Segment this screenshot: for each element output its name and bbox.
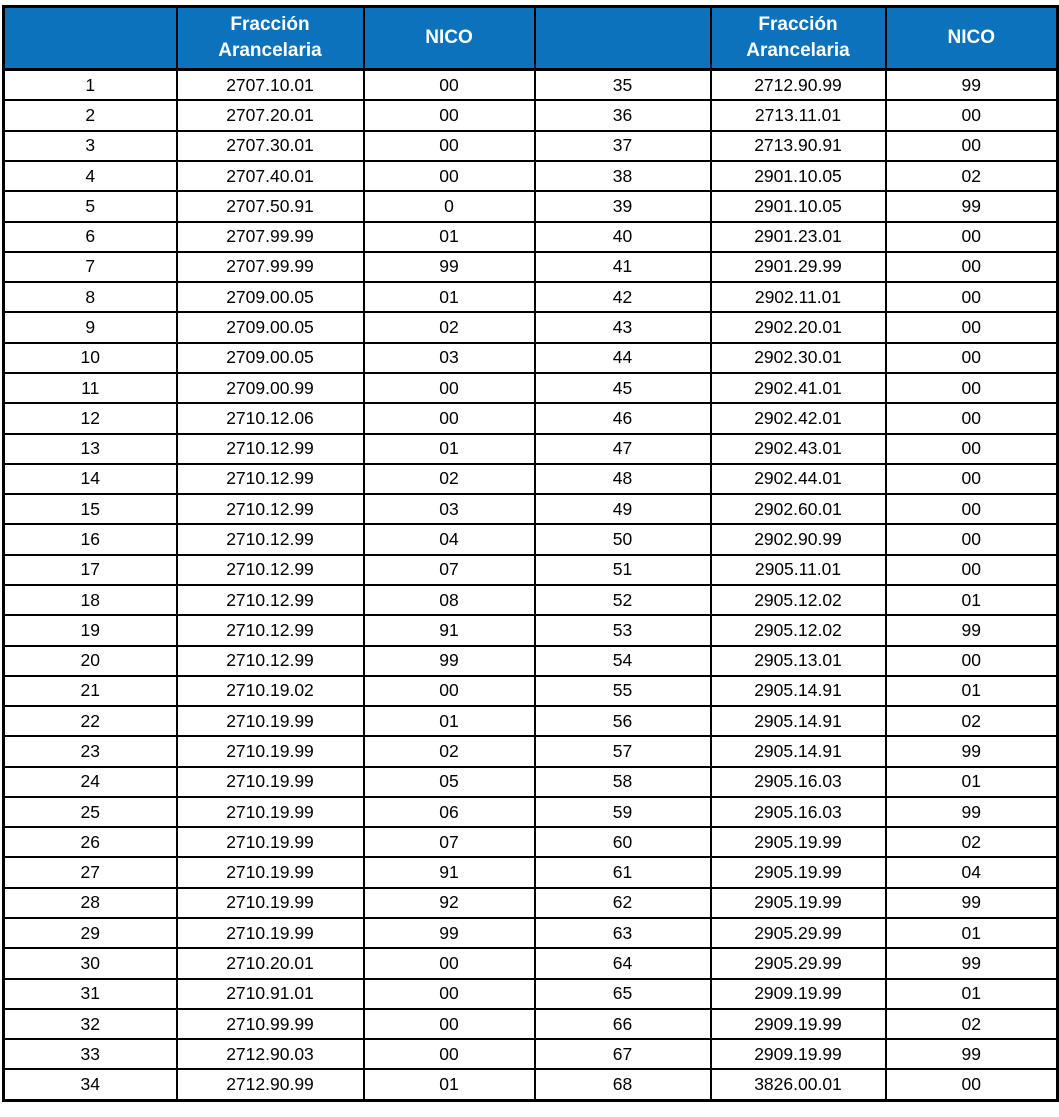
nico-right: 00 bbox=[886, 100, 1058, 130]
table-row bbox=[4, 615, 1058, 645]
fraccion-arancelaria-right: 2909.19.99 bbox=[711, 979, 886, 1009]
fraccion-arancelaria-left: 2710.19.99 bbox=[177, 857, 364, 887]
fraccion-arancelaria-right: 2902.30.01 bbox=[711, 343, 886, 373]
fraccion-arancelaria-right: 2901.10.05 bbox=[711, 161, 886, 191]
table-row bbox=[4, 70, 1058, 101]
nico-left: 02 bbox=[364, 736, 535, 766]
nico-left: 06 bbox=[364, 797, 535, 827]
fraccion-arancelaria-right: 2905.16.03 bbox=[711, 797, 886, 827]
table-body bbox=[4, 70, 1058, 1101]
nico-left: 92 bbox=[364, 888, 535, 918]
nico-left: 01 bbox=[364, 706, 535, 736]
row-number-left: 33 bbox=[4, 1039, 177, 1069]
nico-left: 01 bbox=[364, 282, 535, 312]
row-number-right: 66 bbox=[535, 1009, 711, 1039]
nico-right: 02 bbox=[886, 1009, 1058, 1039]
table-row bbox=[4, 948, 1058, 978]
row-number-left: 2 bbox=[4, 100, 177, 130]
nico-right: 02 bbox=[886, 161, 1058, 191]
nico-left: 00 bbox=[364, 100, 535, 130]
nico-right: 99 bbox=[886, 736, 1058, 766]
fraccion-arancelaria-left: 2707.30.01 bbox=[177, 131, 364, 161]
row-number-left: 7 bbox=[4, 252, 177, 282]
row-number-right: 47 bbox=[535, 434, 711, 464]
fraccion-arancelaria-left: 2710.12.99 bbox=[177, 494, 364, 524]
row-number-left: 15 bbox=[4, 494, 177, 524]
table-row bbox=[4, 464, 1058, 494]
row-number-right: 48 bbox=[535, 464, 711, 494]
row-number-left: 32 bbox=[4, 1009, 177, 1039]
fraccion-arancelaria-left: 2707.99.99 bbox=[177, 252, 364, 282]
header-row bbox=[4, 7, 1058, 70]
table-row bbox=[4, 131, 1058, 161]
fraccion-arancelaria-left: 2710.19.99 bbox=[177, 827, 364, 857]
nico-right: 02 bbox=[886, 827, 1058, 857]
table-row bbox=[4, 494, 1058, 524]
nico-left: 03 bbox=[364, 494, 535, 524]
row-number-left: 8 bbox=[4, 282, 177, 312]
fraccion-arancelaria-left: 2710.12.99 bbox=[177, 585, 364, 615]
row-number-left: 10 bbox=[4, 343, 177, 373]
row-number-left: 29 bbox=[4, 918, 177, 948]
nico-left: 01 bbox=[364, 1069, 535, 1100]
nico-right: 00 bbox=[886, 343, 1058, 373]
nico-left: 00 bbox=[364, 1039, 535, 1069]
fraccion-arancelaria-left: 2712.90.99 bbox=[177, 1069, 364, 1100]
row-number-left: 24 bbox=[4, 767, 177, 797]
table-row bbox=[4, 585, 1058, 615]
nico-right: 00 bbox=[886, 373, 1058, 403]
fraccion-arancelaria-left: 2707.99.99 bbox=[177, 222, 364, 252]
nico-right: 00 bbox=[886, 464, 1058, 494]
row-number-right: 60 bbox=[535, 827, 711, 857]
nico-left: 03 bbox=[364, 343, 535, 373]
fraccion-arancelaria-right: 2905.13.01 bbox=[711, 646, 886, 676]
nico-left: 00 bbox=[364, 161, 535, 191]
nico-right: 99 bbox=[886, 1039, 1058, 1069]
fraccion-arancelaria-left: 2712.90.03 bbox=[177, 1039, 364, 1069]
fraccion-arancelaria-right: 2902.11.01 bbox=[711, 282, 886, 312]
nico-right: 99 bbox=[886, 797, 1058, 827]
row-number-right: 39 bbox=[535, 191, 711, 221]
fraccion-arancelaria-right: 2713.90.91 bbox=[711, 131, 886, 161]
nico-left: 01 bbox=[364, 434, 535, 464]
row-number-left: 1 bbox=[4, 70, 177, 101]
table-row bbox=[4, 555, 1058, 585]
table-row bbox=[4, 1009, 1058, 1039]
row-number-left: 20 bbox=[4, 646, 177, 676]
nico-right: 00 bbox=[886, 646, 1058, 676]
row-number-left: 4 bbox=[4, 161, 177, 191]
nico-left: 0 bbox=[364, 191, 535, 221]
fraccion-arancelaria-left: 2709.00.05 bbox=[177, 343, 364, 373]
fraccion-arancelaria-right: 2902.44.01 bbox=[711, 464, 886, 494]
nico-left: 91 bbox=[364, 857, 535, 887]
table-row bbox=[4, 1069, 1058, 1100]
nico-left: 05 bbox=[364, 767, 535, 797]
row-number-right: 49 bbox=[535, 494, 711, 524]
row-number-right: 61 bbox=[535, 857, 711, 887]
nico-left: 00 bbox=[364, 131, 535, 161]
table-row bbox=[4, 918, 1058, 948]
fraccion-arancelaria-right: 2902.42.01 bbox=[711, 403, 886, 433]
row-number-left: 34 bbox=[4, 1069, 177, 1100]
fraccion-arancelaria-right: 3826.00.01 bbox=[711, 1069, 886, 1100]
table-row bbox=[4, 434, 1058, 464]
fraccion-arancelaria-right: 2909.19.99 bbox=[711, 1009, 886, 1039]
nico-left: 00 bbox=[364, 948, 535, 978]
fraccion-arancelaria-right: 2712.90.99 bbox=[711, 70, 886, 101]
row-number-right: 54 bbox=[535, 646, 711, 676]
fraccion-arancelaria-left: 2710.12.99 bbox=[177, 434, 364, 464]
nico-left: 08 bbox=[364, 585, 535, 615]
fraccion-arancelaria-left: 2710.20.01 bbox=[177, 948, 364, 978]
nico-left: 01 bbox=[364, 222, 535, 252]
fraccion-arancelaria-right: 2901.29.99 bbox=[711, 252, 886, 282]
fraccion-arancelaria-right: 2905.14.91 bbox=[711, 706, 886, 736]
fraccion-arancelaria-right: 2905.19.99 bbox=[711, 888, 886, 918]
table-row bbox=[4, 1039, 1058, 1069]
header-blank-right bbox=[535, 7, 711, 70]
table-row bbox=[4, 161, 1058, 191]
tariff-codes-table bbox=[2, 5, 1059, 1102]
fraccion-arancelaria-left: 2710.12.99 bbox=[177, 555, 364, 585]
nico-left: 00 bbox=[364, 70, 535, 101]
header-nico-left: NICO bbox=[364, 7, 535, 70]
row-number-left: 12 bbox=[4, 403, 177, 433]
row-number-right: 59 bbox=[535, 797, 711, 827]
table-row bbox=[4, 676, 1058, 706]
nico-right: 04 bbox=[886, 857, 1058, 887]
row-number-left: 17 bbox=[4, 555, 177, 585]
row-number-right: 45 bbox=[535, 373, 711, 403]
header-blank-left bbox=[4, 7, 177, 70]
nico-right: 99 bbox=[886, 191, 1058, 221]
row-number-left: 27 bbox=[4, 857, 177, 887]
table-row bbox=[4, 979, 1058, 1009]
nico-right: 00 bbox=[886, 222, 1058, 252]
nico-right: 00 bbox=[886, 494, 1058, 524]
table-row bbox=[4, 797, 1058, 827]
row-number-left: 3 bbox=[4, 131, 177, 161]
fraccion-arancelaria-right: 2905.12.02 bbox=[711, 585, 886, 615]
table-row bbox=[4, 252, 1058, 282]
nico-right: 99 bbox=[886, 70, 1058, 101]
fraccion-arancelaria-left: 2710.19.99 bbox=[177, 918, 364, 948]
table-row bbox=[4, 706, 1058, 736]
row-number-right: 37 bbox=[535, 131, 711, 161]
row-number-right: 36 bbox=[535, 100, 711, 130]
fraccion-arancelaria-right: 2901.10.05 bbox=[711, 191, 886, 221]
nico-left: 00 bbox=[364, 373, 535, 403]
fraccion-arancelaria-left: 2707.10.01 bbox=[177, 70, 364, 101]
header-fraccion-arancelaria-right: Fracción Arancelaria bbox=[711, 7, 886, 70]
row-number-right: 40 bbox=[535, 222, 711, 252]
fraccion-arancelaria-left: 2710.91.01 bbox=[177, 979, 364, 1009]
nico-right: 01 bbox=[886, 676, 1058, 706]
table-row bbox=[4, 646, 1058, 676]
fraccion-arancelaria-left: 2710.19.99 bbox=[177, 736, 364, 766]
row-number-right: 53 bbox=[535, 615, 711, 645]
row-number-left: 16 bbox=[4, 524, 177, 554]
row-number-left: 26 bbox=[4, 827, 177, 857]
row-number-right: 38 bbox=[535, 161, 711, 191]
row-number-left: 28 bbox=[4, 888, 177, 918]
nico-left: 07 bbox=[364, 827, 535, 857]
fraccion-arancelaria-left: 2707.50.91 bbox=[177, 191, 364, 221]
table-row bbox=[4, 736, 1058, 766]
fraccion-arancelaria-right: 2902.60.01 bbox=[711, 494, 886, 524]
nico-left: 02 bbox=[364, 312, 535, 342]
fraccion-arancelaria-left: 2710.12.99 bbox=[177, 646, 364, 676]
nico-right: 00 bbox=[886, 555, 1058, 585]
nico-right: 00 bbox=[886, 312, 1058, 342]
table-row bbox=[4, 524, 1058, 554]
fraccion-arancelaria-left: 2709.00.05 bbox=[177, 312, 364, 342]
row-number-left: 30 bbox=[4, 948, 177, 978]
fraccion-arancelaria-left: 2710.19.99 bbox=[177, 767, 364, 797]
row-number-right: 58 bbox=[535, 767, 711, 797]
row-number-left: 5 bbox=[4, 191, 177, 221]
fraccion-arancelaria-right: 2902.20.01 bbox=[711, 312, 886, 342]
header-nico-right: NICO bbox=[886, 7, 1058, 70]
fraccion-arancelaria-left: 2710.19.99 bbox=[177, 797, 364, 827]
table-row bbox=[4, 888, 1058, 918]
fraccion-arancelaria-left: 2707.40.01 bbox=[177, 161, 364, 191]
fraccion-arancelaria-right: 2905.12.02 bbox=[711, 615, 886, 645]
row-number-right: 64 bbox=[535, 948, 711, 978]
row-number-right: 51 bbox=[535, 555, 711, 585]
nico-right: 01 bbox=[886, 918, 1058, 948]
table-row bbox=[4, 373, 1058, 403]
fraccion-arancelaria-left: 2707.20.01 bbox=[177, 100, 364, 130]
fraccion-arancelaria-left: 2710.12.99 bbox=[177, 464, 364, 494]
nico-right: 99 bbox=[886, 948, 1058, 978]
table-row bbox=[4, 343, 1058, 373]
fraccion-arancelaria-right: 2905.11.01 bbox=[711, 555, 886, 585]
fraccion-arancelaria-right: 2909.19.99 bbox=[711, 1039, 886, 1069]
table-row bbox=[4, 282, 1058, 312]
row-number-left: 25 bbox=[4, 797, 177, 827]
table-row bbox=[4, 100, 1058, 130]
table-row bbox=[4, 767, 1058, 797]
fraccion-arancelaria-right: 2905.29.99 bbox=[711, 918, 886, 948]
nico-left: 00 bbox=[364, 979, 535, 1009]
fraccion-arancelaria-left: 2710.12.99 bbox=[177, 524, 364, 554]
nico-right: 00 bbox=[886, 252, 1058, 282]
nico-right: 00 bbox=[886, 282, 1058, 312]
row-number-right: 63 bbox=[535, 918, 711, 948]
nico-left: 00 bbox=[364, 1009, 535, 1039]
fraccion-arancelaria-right: 2902.90.99 bbox=[711, 524, 886, 554]
fraccion-arancelaria-left: 2710.12.06 bbox=[177, 403, 364, 433]
nico-right: 00 bbox=[886, 524, 1058, 554]
row-number-right: 65 bbox=[535, 979, 711, 1009]
nico-left: 02 bbox=[364, 464, 535, 494]
nico-right: 99 bbox=[886, 615, 1058, 645]
row-number-right: 68 bbox=[535, 1069, 711, 1100]
fraccion-arancelaria-left: 2710.19.99 bbox=[177, 706, 364, 736]
fraccion-arancelaria-right: 2713.11.01 bbox=[711, 100, 886, 130]
table-row bbox=[4, 857, 1058, 887]
row-number-left: 23 bbox=[4, 736, 177, 766]
row-number-right: 57 bbox=[535, 736, 711, 766]
nico-left: 99 bbox=[364, 918, 535, 948]
fraccion-arancelaria-right: 2905.14.91 bbox=[711, 676, 886, 706]
row-number-left: 14 bbox=[4, 464, 177, 494]
row-number-left: 19 bbox=[4, 615, 177, 645]
fraccion-arancelaria-right: 2905.14.91 bbox=[711, 736, 886, 766]
nico-right: 99 bbox=[886, 888, 1058, 918]
fraccion-arancelaria-right: 2902.41.01 bbox=[711, 373, 886, 403]
nico-right: 00 bbox=[886, 131, 1058, 161]
row-number-right: 62 bbox=[535, 888, 711, 918]
fraccion-arancelaria-right: 2905.16.03 bbox=[711, 767, 886, 797]
nico-left: 00 bbox=[364, 403, 535, 433]
table-row bbox=[4, 191, 1058, 221]
table-row bbox=[4, 222, 1058, 252]
table-row bbox=[4, 827, 1058, 857]
table-row bbox=[4, 312, 1058, 342]
row-number-right: 67 bbox=[535, 1039, 711, 1069]
nico-right: 00 bbox=[886, 434, 1058, 464]
table-row bbox=[4, 403, 1058, 433]
nico-left: 00 bbox=[364, 676, 535, 706]
nico-left: 91 bbox=[364, 615, 535, 645]
nico-right: 02 bbox=[886, 706, 1058, 736]
row-number-left: 21 bbox=[4, 676, 177, 706]
row-number-left: 22 bbox=[4, 706, 177, 736]
fraccion-arancelaria-right: 2905.19.99 bbox=[711, 827, 886, 857]
nico-left: 04 bbox=[364, 524, 535, 554]
fraccion-arancelaria-right: 2905.29.99 bbox=[711, 948, 886, 978]
nico-left: 99 bbox=[364, 252, 535, 282]
row-number-right: 55 bbox=[535, 676, 711, 706]
row-number-left: 18 bbox=[4, 585, 177, 615]
row-number-left: 31 bbox=[4, 979, 177, 1009]
nico-right: 00 bbox=[886, 403, 1058, 433]
row-number-right: 56 bbox=[535, 706, 711, 736]
nico-left: 99 bbox=[364, 646, 535, 676]
row-number-right: 52 bbox=[535, 585, 711, 615]
nico-left: 07 bbox=[364, 555, 535, 585]
fraccion-arancelaria-left: 2710.19.99 bbox=[177, 888, 364, 918]
row-number-right: 41 bbox=[535, 252, 711, 282]
row-number-right: 44 bbox=[535, 343, 711, 373]
fraccion-arancelaria-left: 2709.00.05 bbox=[177, 282, 364, 312]
fraccion-arancelaria-right: 2901.23.01 bbox=[711, 222, 886, 252]
row-number-right: 46 bbox=[535, 403, 711, 433]
fraccion-arancelaria-left: 2709.00.99 bbox=[177, 373, 364, 403]
fraccion-arancelaria-left: 2710.12.99 bbox=[177, 615, 364, 645]
row-number-right: 50 bbox=[535, 524, 711, 554]
table-header bbox=[4, 7, 1058, 70]
row-number-right: 42 bbox=[535, 282, 711, 312]
nico-right: 01 bbox=[886, 979, 1058, 1009]
row-number-right: 43 bbox=[535, 312, 711, 342]
header-fraccion-arancelaria-left: Fracción Arancelaria bbox=[177, 7, 364, 70]
row-number-right: 35 bbox=[535, 70, 711, 101]
nico-right: 01 bbox=[886, 767, 1058, 797]
row-number-left: 13 bbox=[4, 434, 177, 464]
row-number-left: 9 bbox=[4, 312, 177, 342]
row-number-left: 11 bbox=[4, 373, 177, 403]
fraccion-arancelaria-left: 2710.19.02 bbox=[177, 676, 364, 706]
fraccion-arancelaria-right: 2902.43.01 bbox=[711, 434, 886, 464]
nico-right: 00 bbox=[886, 1069, 1058, 1100]
row-number-left: 6 bbox=[4, 222, 177, 252]
fraccion-arancelaria-left: 2710.99.99 bbox=[177, 1009, 364, 1039]
fraccion-arancelaria-right: 2905.19.99 bbox=[711, 857, 886, 887]
nico-right: 01 bbox=[886, 585, 1058, 615]
